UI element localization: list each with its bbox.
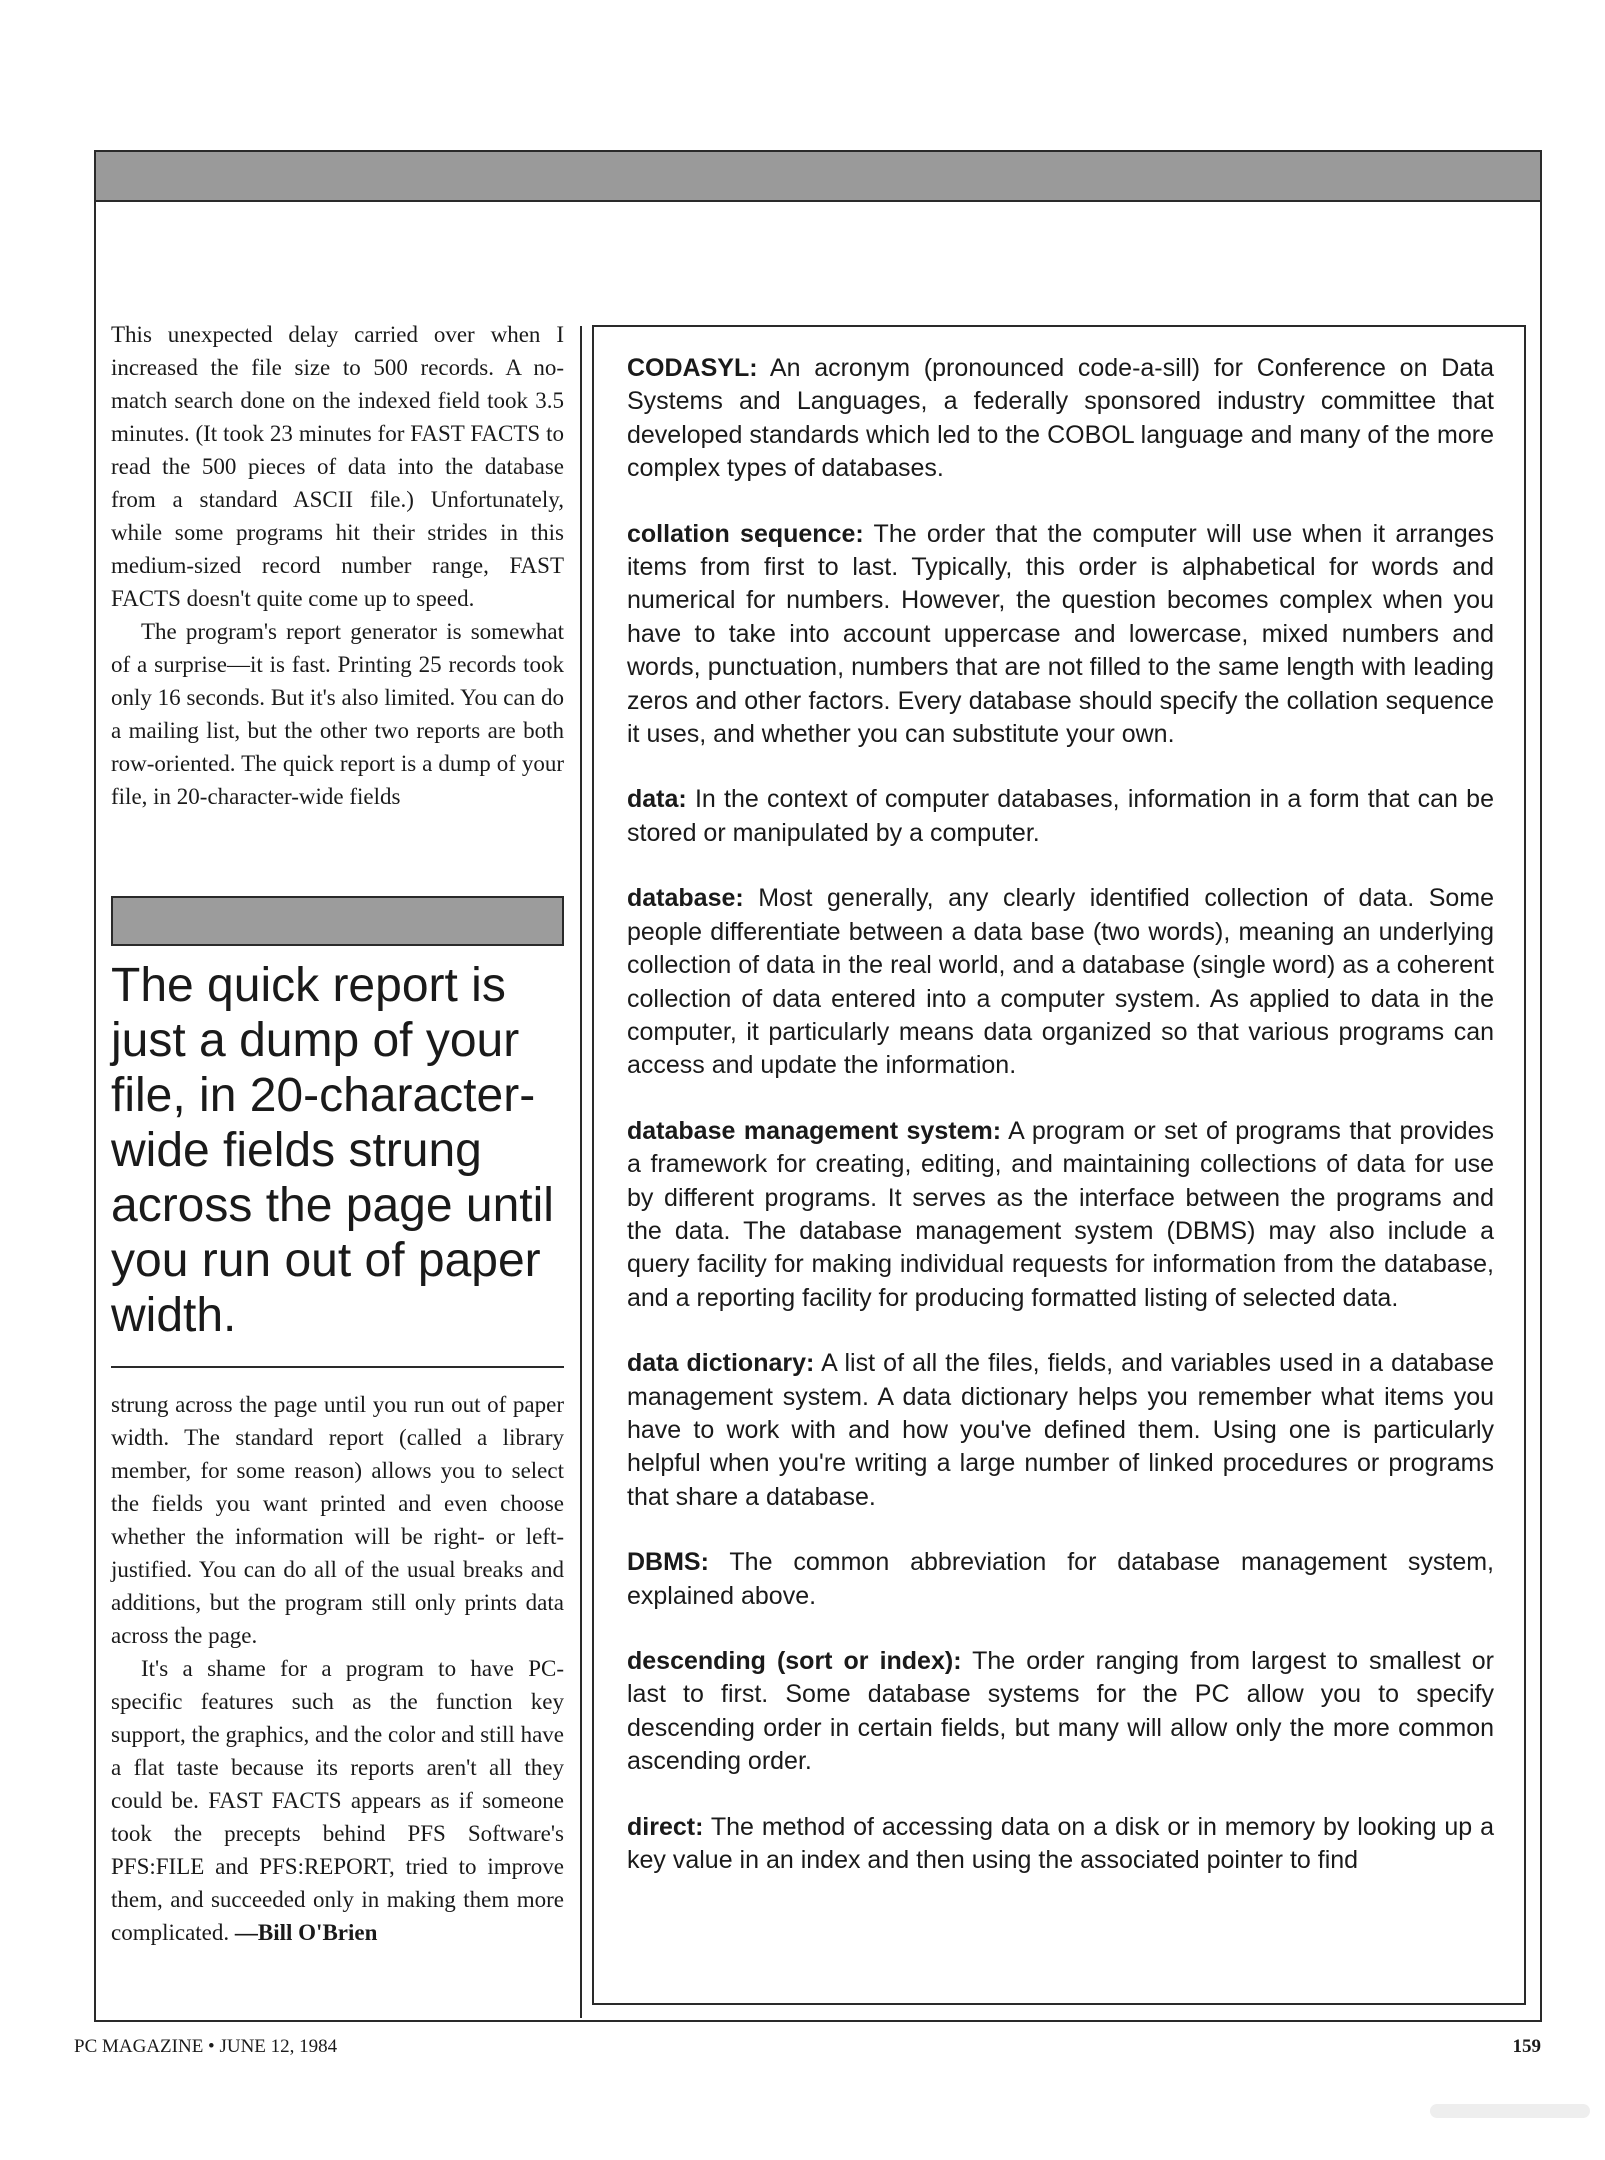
glossary-definition: The order ranging from largest to smallest or last to first. Some database systems for the PC allow you to specify descending order in certain fields, but many will allow only the more common ascending order. [627,1647,1495,1776]
article-paragraph [111,1652,564,1949]
glossary-definition: The order that the computer will use when it arranges items from first to last. Typically, this order is alphabetical for words and numerical for numbers. However, the question becomes complex when you have to take into account uppercase and lowercase, mixed numbers and words, punctuation, numbers that are not filled to the same length with leading zeros and other factors. Every database should specify the collation sequence it uses, and whether you can substitute your own. [627,519,1495,749]
glossary-definition: A program or set of programs that provides a framework for creating, editing, and maintaining collections of data for use by different programs. It serves as the interface between the programs and the data. The database management system (DBMS) may also include a query facility for making individual requests for information from the database, and a reporting facility for producing formatted listing of selected data. [627,1116,1494,1312]
page-footer [74,2036,1541,2066]
glossary-entry [627,882,1494,1082]
glossary-definition: The method of accessing data on a disk or in memory by looking up a key value in an index and then using the associated pointer to find [627,1812,1494,1875]
article-column-bottom [111,1388,564,1949]
glossary-entry [627,1811,1494,1878]
glossary-entry [627,783,1494,850]
glossary-term: CODASYL: [627,354,758,382]
glossary-term: descending (sort or index): [627,1647,962,1675]
glossary-entry [627,1645,1494,1779]
column-divider [580,326,582,2018]
scan-smudge [1430,2104,1590,2118]
pull-quote: The quick report is just a dump of your file, in 20-character-wide fields strung across the page until you run out of paper width. [111,959,554,1342]
article-paragraph: The program's report generator is somewhat of a surprise—it is fast. Printing 25 records took only 16 seconds. But it's also limited. You can do a mailing list, but the other two reports are both row-oriented. The quick report is a dump of your file, in 20-character-wide fields [111,619,564,809]
publication-line: PC MAGAZINE • JUNE 12, 1984 [74,2036,338,2057]
glossary-box [592,325,1526,2005]
article-paragraph: This unexpected delay carried over when I increased the file size to 500 records. A no-match search done on the indexed field took 3.5 minutes. (It took 23 minutes for FAST FACTS to read the 500 pieces of data into the database from a standard ASCII file.) Unfortunately, while some programs hit their strides in this medium-sized record number range, FAST FACTS doesn't quite come up to speed. [111,322,564,611]
glossary-definition: In the context of computer databases, information in a form that can be stored or manipulated by a computer. [627,785,1494,847]
glossary-entry [627,518,1494,752]
glossary-entry [627,1115,1494,1315]
glossary-term: data dictionary: [627,1349,815,1378]
glossary-definition: Most generally, any clearly identified collection of data. Some people differentiate between a data base (two words), meaning an underlying collection of data in the real world, and a database (single word) as a coherent collection of data entered into a computer system. As applied to data in the computer, it particularly means data organized so that various programs can access and update the information. [627,884,1495,1080]
glossary-term: database management system: [627,1116,1002,1145]
pull-quote-bar [111,896,564,946]
glossary-term: collation sequence: [627,519,864,548]
article-paragraph-text: It's a shame for a program to have PC-specific features such as the function key support, the graphics, and the color and still have a flat taste because its reports aren't all they could be. FAST FACTS appears as if someone took the precepts behind PFS Software's PFS:FILE and PFS:REPORT, tried to improve them, and succeeded only in making them more complicated. [111,1656,564,1945]
glossary-entry [627,1347,1494,1514]
glossary-entry [627,1546,1494,1613]
article-column-top [111,318,564,813]
author-signature: —Bill O'Brien [234,1920,378,1945]
glossary-term: DBMS: [627,1548,709,1577]
glossary-definition: An acronym (pronounced code-a-sill) for Conference on Data Systems and Languages, a federally sponsored industry committee that developed standards which led to the COBOL language and many of the more complex types of databases. [627,354,1494,483]
glossary-definition: The common abbreviation for database management system, explained above. [627,1548,1494,1610]
page-number: 159 [1512,2036,1541,2057]
glossary-term: direct: [627,1812,704,1841]
pull-quote-rule [111,1366,564,1368]
glossary-entry [627,352,1494,486]
glossary-term: data: [627,785,687,814]
glossary-definition: A list of all the files, fields, and variables used in a database management system. A data dictionary helps you remember what items you have to work with and how you've defined them. Using one is particularly helpful when you're writing a large number of linked procedures or programs that share a database. [627,1349,1494,1511]
article-paragraph: strung across the page until you run out of paper width. The standard report (called a library member, for some reason) allows you to select the fields you want printed and even choose whether the information will be right- or left-justified. You can do all of the usual breaks and additions, but the program still only prints data across the page. [111,1392,564,1648]
glossary-term: database: [627,884,744,913]
